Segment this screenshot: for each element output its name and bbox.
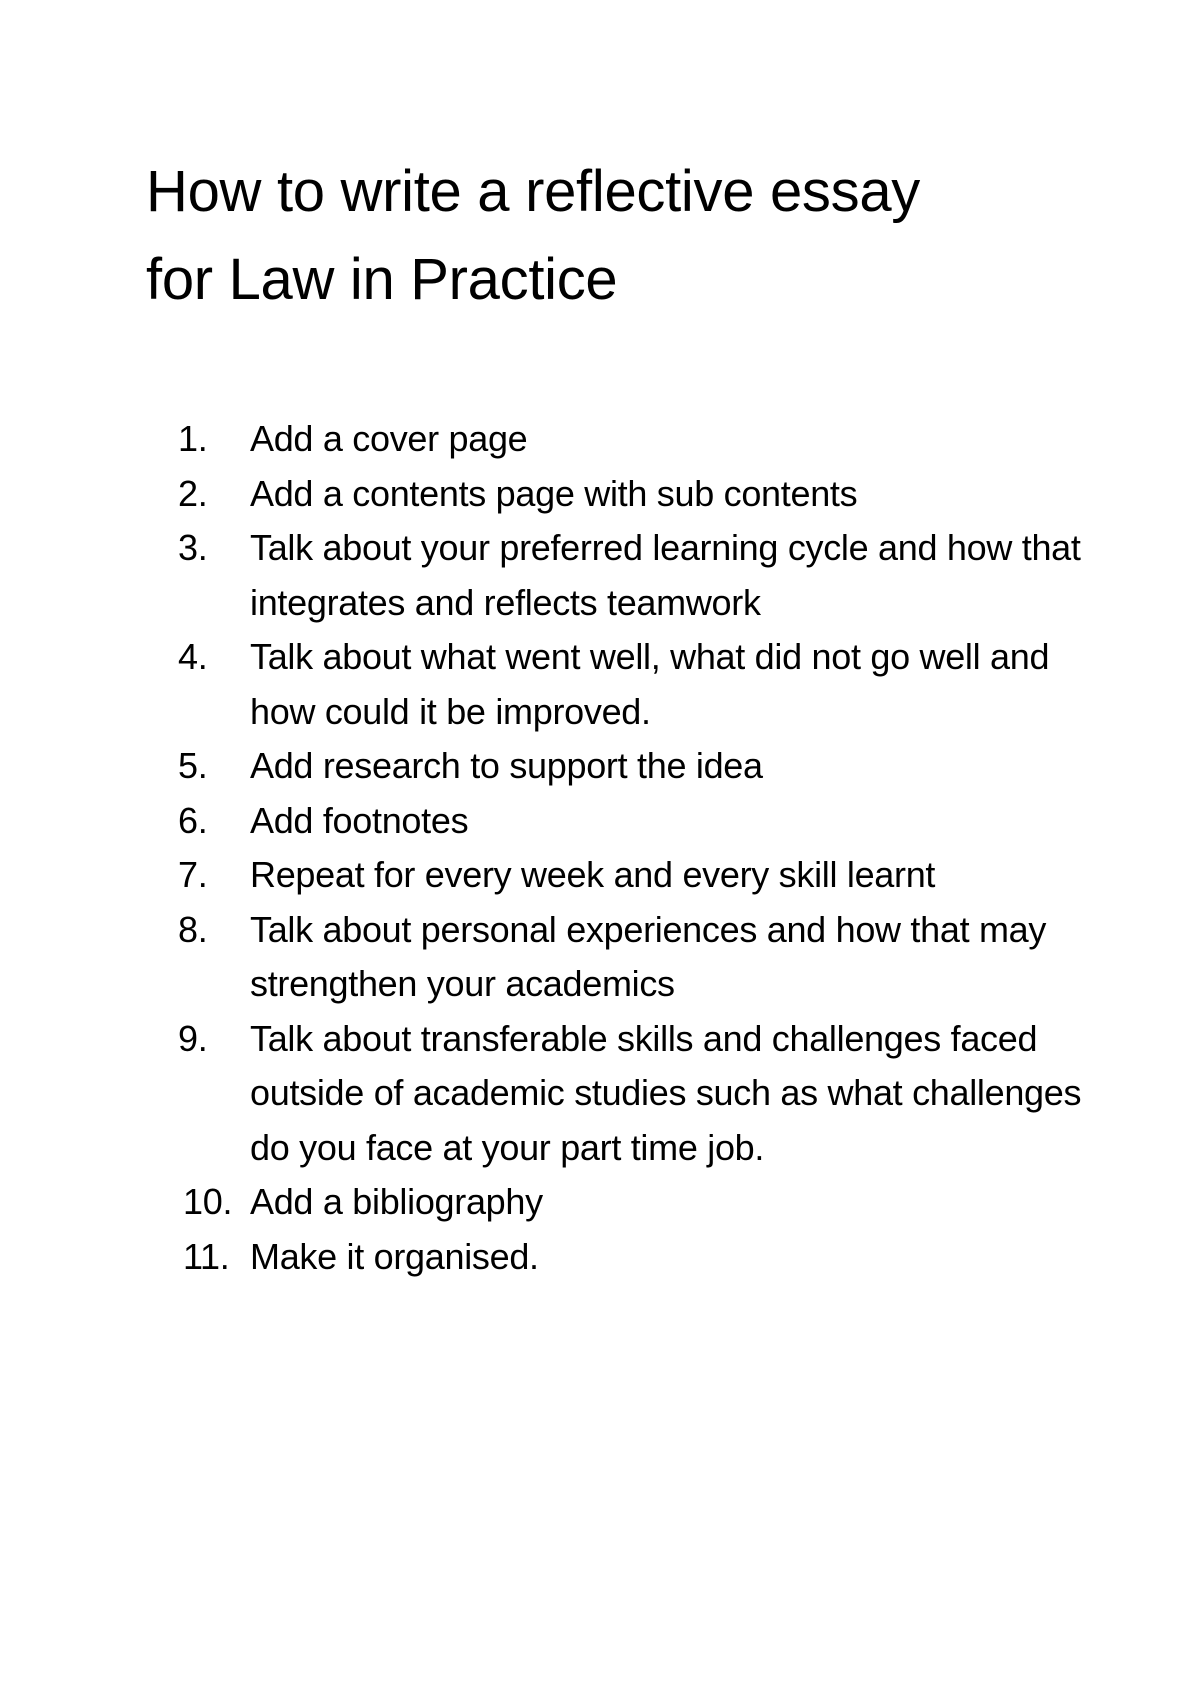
step-number: 7. — [178, 854, 208, 895]
step-text: Talk about transferable skills and challenges faced outside of academic studies such as what challenges do you face at your part time job. — [250, 1017, 1082, 1168]
step-number: 1. — [178, 418, 208, 459]
list-item — [146, 848, 1106, 903]
list-item — [146, 794, 1106, 849]
step-text: Talk about your preferred learning cycle and how that integrates and reflects teamwork — [250, 527, 1081, 623]
page-title — [146, 148, 1106, 324]
list-item — [146, 903, 1106, 1012]
step-number: 10. — [183, 1181, 233, 1222]
step-number: 2. — [178, 472, 208, 514]
step-number: 3. — [178, 527, 208, 568]
step-number: 5. — [178, 745, 208, 786]
step-number: 9. — [178, 1017, 208, 1059]
step-text: Talk about personal experiences and how that may strengthen your academics — [250, 908, 1047, 1004]
step-text: Talk about what went well, what did not go well and how could it be improved. — [250, 636, 1050, 732]
step-number: 6. — [178, 799, 208, 841]
list-item — [146, 1230, 1106, 1285]
list-item — [146, 1175, 1106, 1230]
title-line-2: for Law in Practice — [146, 247, 618, 312]
steps-list — [146, 412, 1106, 1284]
title-line-1: How to write a reflective essay — [146, 159, 920, 224]
step-text: Add a bibliography — [250, 1181, 543, 1222]
step-text: Repeat for every week and every skill learnt — [250, 854, 936, 895]
list-item — [146, 1012, 1106, 1176]
step-text: Add footnotes — [250, 799, 469, 841]
step-text: Add a contents page with sub contents — [250, 472, 858, 514]
list-item — [146, 521, 1106, 630]
step-number: 11. — [183, 1235, 230, 1277]
list-item — [146, 630, 1106, 739]
list-item — [146, 412, 1106, 467]
step-number: 4. — [178, 636, 208, 677]
step-text: Make it organised. — [250, 1235, 539, 1277]
list-item — [146, 739, 1106, 794]
list-item — [146, 467, 1106, 522]
step-number: 8. — [178, 908, 208, 950]
step-text: Add research to support the idea — [250, 745, 763, 786]
step-text: Add a cover page — [250, 418, 528, 459]
